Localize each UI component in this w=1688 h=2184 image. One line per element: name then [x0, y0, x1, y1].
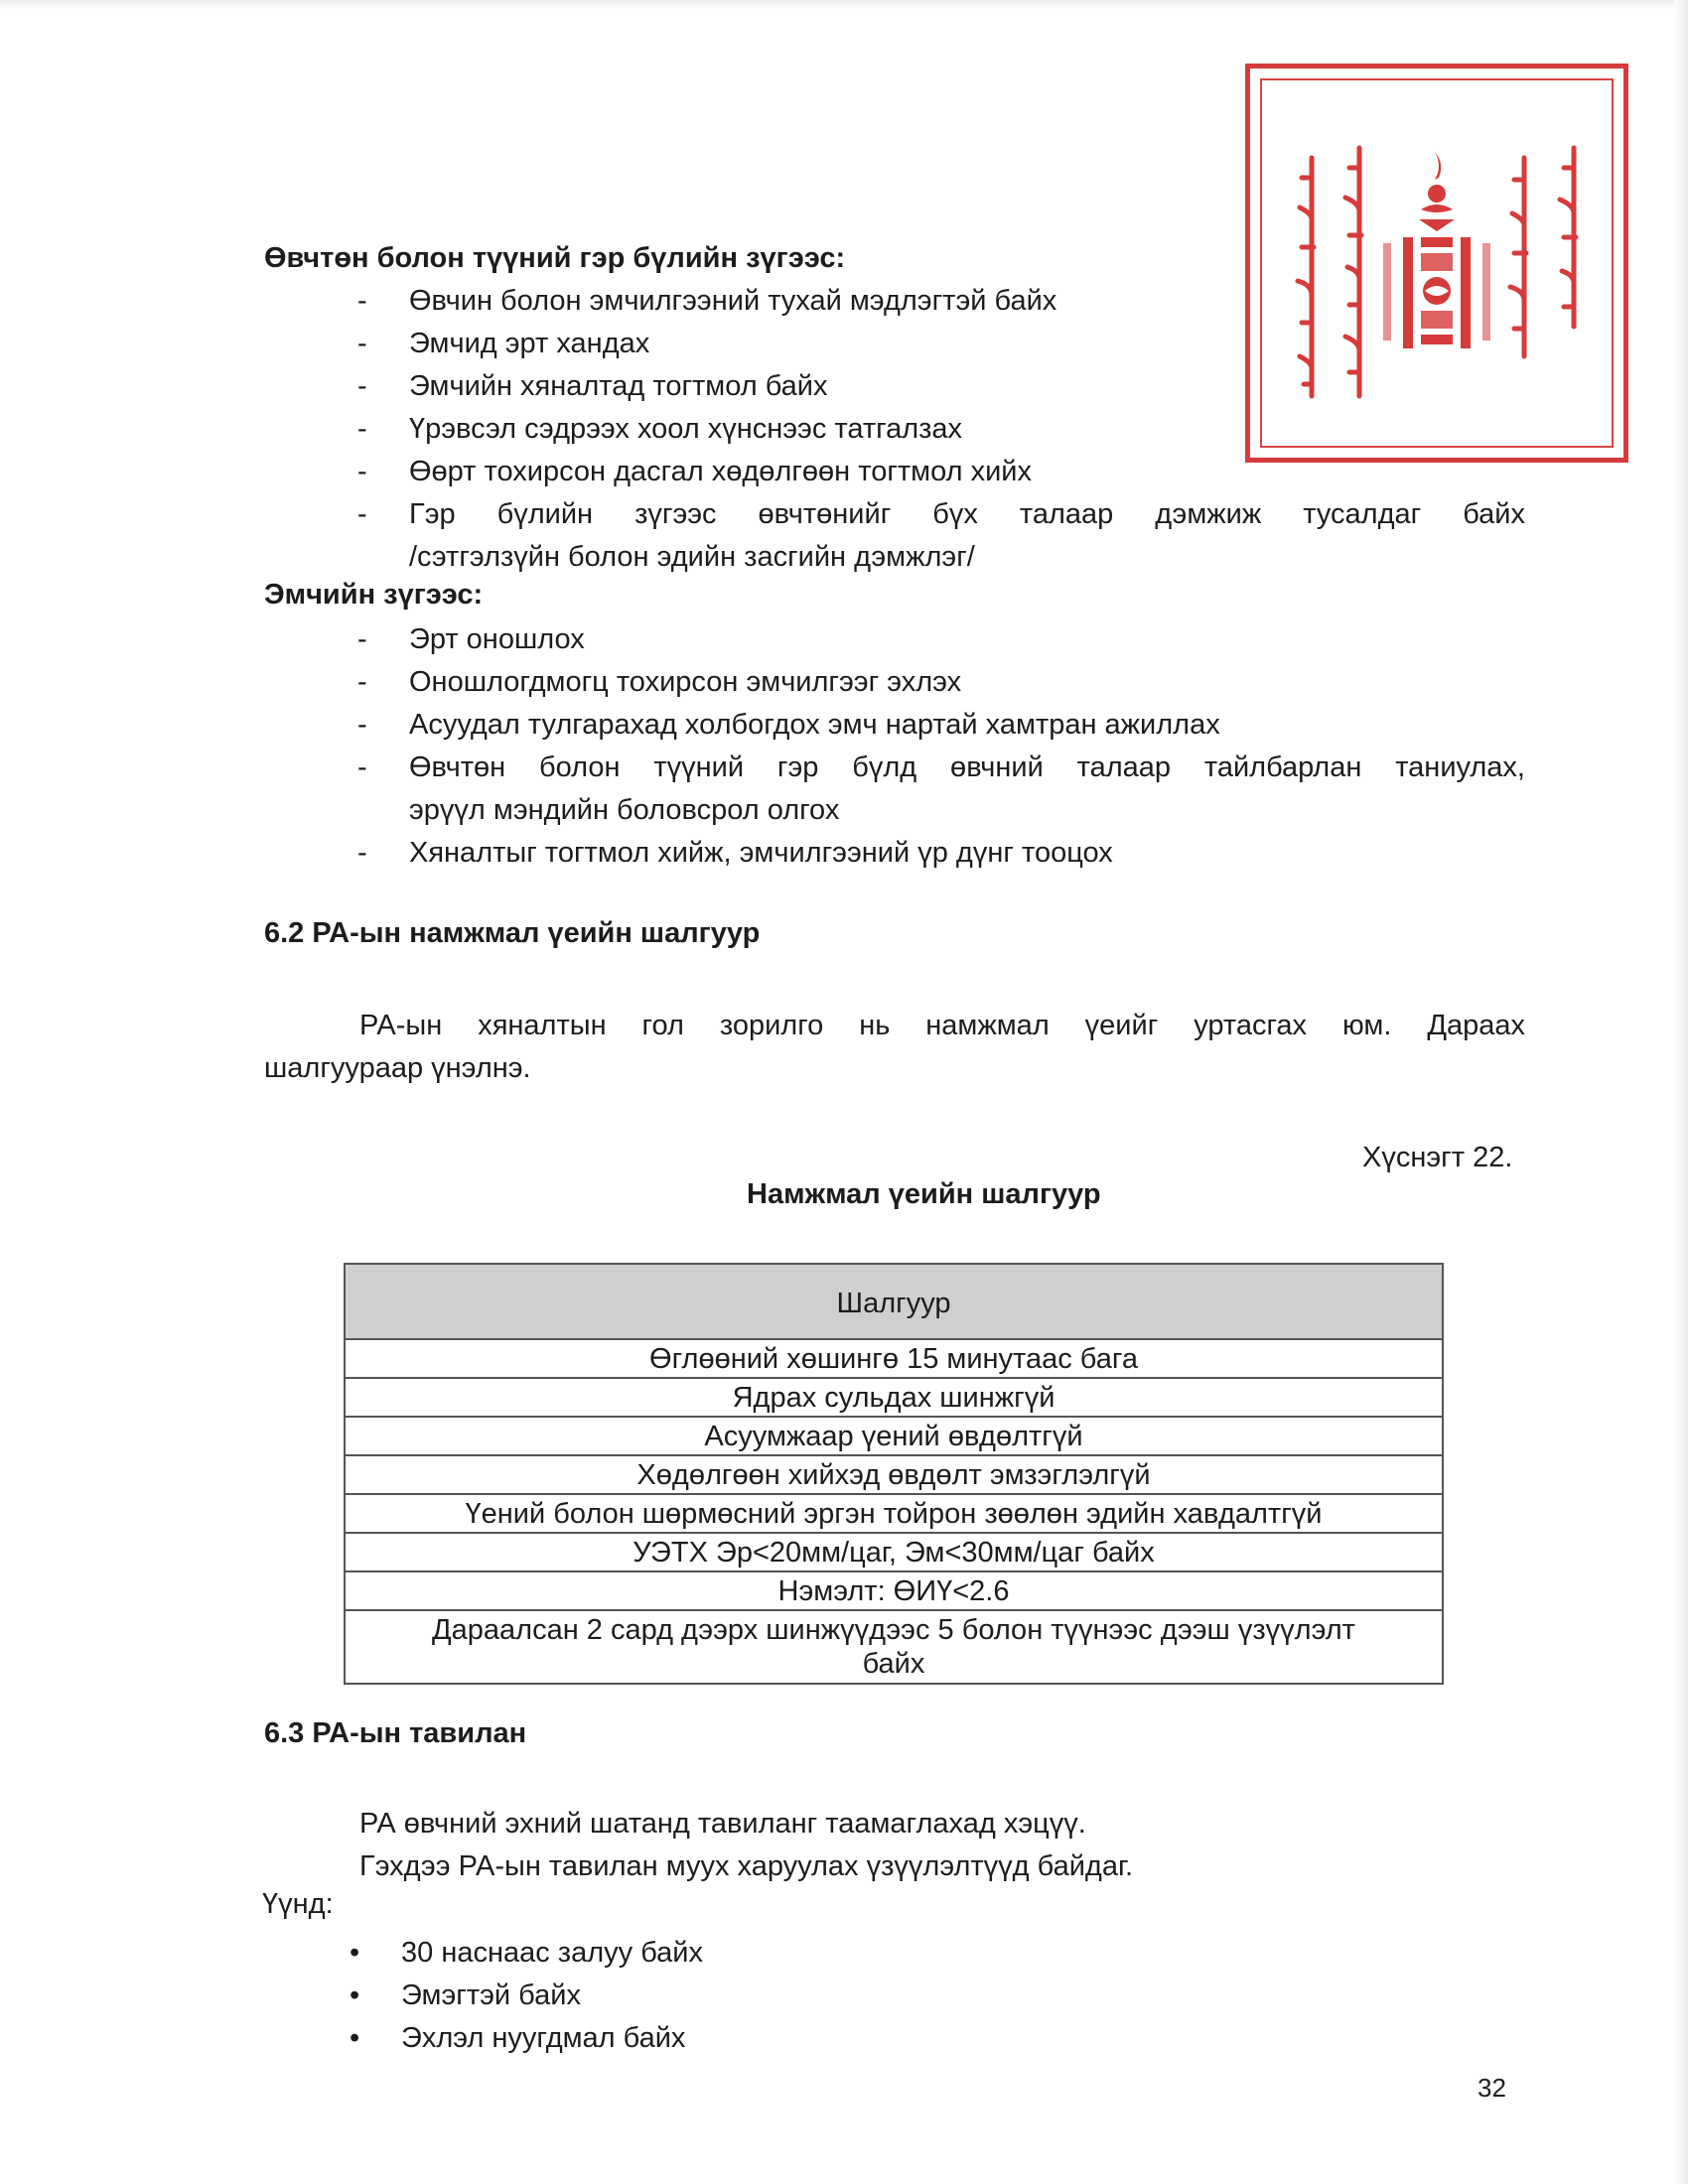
- list-item: - Гэр бүлийн зүгээс өвчтөнийг бүх талаар дэмжиж тусалдаг байх /сэтгэлзүйн болон эдийн засгийн дэмжлэг/: [357, 498, 1525, 573]
- table-row: [345, 1494, 1443, 1533]
- list-item: - Эмчид эрт хандах: [357, 328, 650, 359]
- list-item: - Эрт оношлох: [357, 623, 585, 655]
- table-cell: Нэмэлт: ӨИҮ<2.6: [345, 1571, 1443, 1610]
- list-item: • 30 наснаас залуу байх: [350, 1937, 703, 1969]
- table-row: [345, 1455, 1443, 1494]
- list-item: - Үрэвсэл сэдрээх хоол хүнснээс татгалзах: [357, 413, 963, 445]
- prognosis-list: [350, 1932, 1243, 2060]
- table-row: [345, 1417, 1443, 1455]
- table-cell: Ядрах сульдах шинжгүй: [345, 1378, 1443, 1417]
- list-item: • Эхлэл нуугдмал байх: [350, 2022, 686, 2054]
- scan-shadow-edge: [1674, 0, 1688, 2184]
- criteria-table: [344, 1263, 1444, 1685]
- table-cell: Өглөөний хөшингө 15 минутаас бага: [345, 1339, 1443, 1378]
- section-6-2-paragraph-line1: РА-ын хяналтын гол зорилго нь намжмал үеийг уртасгах юм. Дараах: [359, 1010, 1525, 1041]
- table-cell: Үений болон шөрмөсний эргэн тойрон зөөлөн эдийн хавдалтгүй: [345, 1494, 1443, 1533]
- section-6-3-line2: Гэхдээ РА-ын тавилан муух харуулах үзүүлэлтүүд байдаг.: [359, 1850, 1134, 1882]
- table-row: [345, 1533, 1443, 1571]
- table-row: [345, 1571, 1443, 1610]
- table-row: [345, 1610, 1443, 1684]
- table-row: [345, 1378, 1443, 1417]
- section-6-3-heading: 6.3 РА-ын тавилан: [264, 1717, 527, 1749]
- table-header-cell: Шалгуур: [345, 1264, 1443, 1339]
- table-header-row: [345, 1264, 1443, 1339]
- list-item: - Оношлогдмогц тохирсон эмчилгээг эхлэх: [357, 666, 962, 698]
- list-item: - Асуудал тулгарахад холбогдох эмч нартай хамтран ажиллах: [357, 709, 1220, 741]
- patient-family-list: [357, 280, 1525, 579]
- table-cell: Асуумжаар үений өвдөлтгүй: [345, 1417, 1443, 1455]
- page-number: 32: [1477, 2073, 1506, 2103]
- table-caption: Намжмал үеийн шалгуур: [747, 1178, 1101, 1210]
- table-number: Хүснэгт 22.: [1362, 1142, 1513, 1173]
- scan-shadow-top: [0, 0, 1688, 10]
- section-6-3-lead: Үүнд:: [262, 1888, 334, 1920]
- list-item: - Өвчин болон эмчилгээний тухай мэдлэгтэй байх: [357, 285, 1057, 317]
- table-row: [345, 1339, 1443, 1378]
- doctor-list: [357, 618, 1525, 875]
- section-6-3-line1: РА өвчний эхний шатанд тавиланг таамаглахад хэцүү.: [359, 1808, 1086, 1840]
- section-6-2-paragraph-line2: шалгуураар үнэлнэ.: [264, 1052, 531, 1084]
- patient-family-heading: Өвчтөн болон түүний гэр бүлийн зүгээс:: [264, 242, 846, 274]
- list-item: • Эмэгтэй байх: [350, 1979, 581, 2011]
- list-item: - Өөрт тохирсон дасгал хөдөлгөөн тогтмол хийх: [357, 456, 1032, 487]
- table-cell: Дараалсан 2 сард дээрх шинжүүдээс 5 болон түүнээс дээш үзүүлэлт байх: [345, 1610, 1443, 1684]
- list-item: - Хяналтыг тогтмол хийж, эмчилгээний үр дүнг тооцох: [357, 837, 1113, 869]
- section-6-2-heading: 6.2 РА-ын намжмал үеийн шалгуур: [264, 917, 761, 949]
- doctor-heading: Эмчийн зүгээс:: [264, 579, 484, 611]
- table-cell: УЭТХ Эр<20мм/цаг, Эм<30мм/цаг байх: [345, 1533, 1443, 1571]
- list-item: - Өвчтөн болон түүний гэр бүлд өвчний талаар тайлбарлан таниулах, эрүүл мэндийн боловсрол олгох: [357, 751, 1525, 826]
- list-item: - Эмчийн хяналтад тогтмол байх: [357, 370, 828, 402]
- table-cell: Хөдөлгөөн хийхэд өвдөлт эмзэглэлгүй: [345, 1455, 1443, 1494]
